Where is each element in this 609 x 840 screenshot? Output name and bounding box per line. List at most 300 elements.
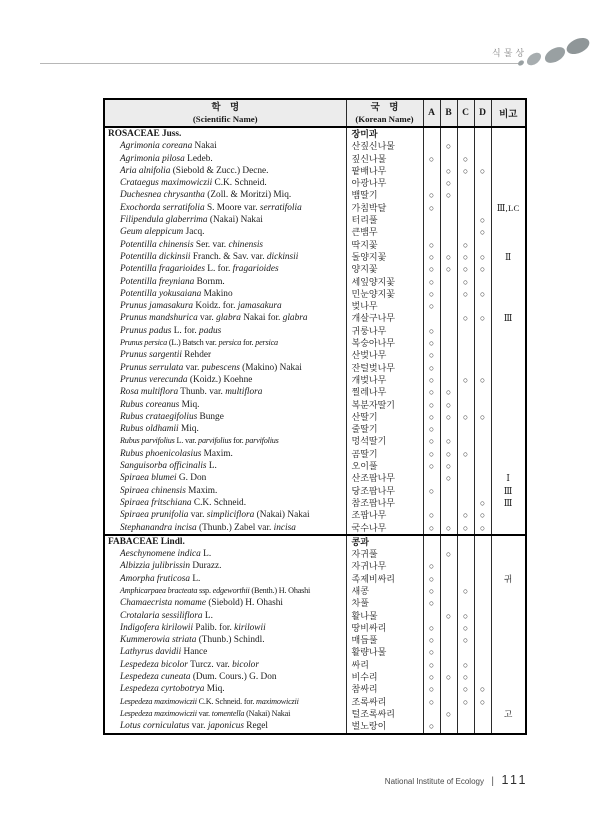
korean-name-cell: 차풀 — [346, 597, 423, 609]
presence-cell-d — [474, 646, 491, 658]
sci-name-regular: (Thunb.) Schindl. — [196, 635, 265, 646]
sci-name-italic: Stephanandra incisa — [120, 522, 197, 533]
presence-cell-d — [474, 535, 491, 548]
presence-circle: ○ — [479, 227, 486, 238]
sci-name-italic: fragarioides — [232, 264, 279, 275]
sci-name-italic: Rubus oldhamii — [120, 424, 179, 435]
sci-name-regular: var. — [196, 708, 212, 718]
presence-cell-b — [440, 189, 457, 201]
sci-name-italic: Prunus jamasakura — [120, 301, 194, 312]
presence-cell-d — [474, 239, 491, 251]
presence-circle: ○ — [445, 461, 452, 472]
presence-cell-c — [457, 276, 474, 288]
remark-cell: Ⅲ — [491, 497, 526, 509]
presence-cell-d — [474, 597, 491, 609]
presence-cell-c — [457, 696, 474, 708]
korean-name-cell: 민눈양지꽃 — [346, 288, 423, 300]
presence-cell-b — [440, 202, 457, 214]
remark-cell — [491, 610, 526, 622]
species-row — [104, 708, 526, 720]
presence-circle: ○ — [479, 215, 486, 226]
species-row — [104, 485, 526, 497]
presence-cell-c — [457, 497, 474, 509]
korean-name-cell: 짚신나물 — [346, 153, 423, 165]
presence-cell-b — [440, 177, 457, 189]
remark-cell — [491, 585, 526, 597]
presence-circle: ○ — [445, 436, 452, 447]
presence-cell-b — [440, 300, 457, 312]
presence-circle: ○ — [462, 264, 469, 275]
presence-cell-a — [423, 386, 440, 398]
sci-name-cell — [104, 659, 346, 671]
sci-name-cell — [104, 522, 346, 535]
presence-circle: ○ — [445, 141, 452, 152]
sci-name-italic: Sanguisorba officinalis — [120, 461, 207, 472]
korean-name-cell: 잔털벚나무 — [346, 362, 423, 374]
remark-cell — [491, 263, 526, 275]
sci-name-italic: Lespedeza bicolor — [120, 659, 188, 670]
presence-circle: ○ — [445, 387, 452, 398]
sci-name-italic: persica — [218, 338, 242, 348]
page-footer — [0, 771, 528, 789]
sci-name-italic: Lespedeza maximowiczii — [120, 696, 197, 706]
presence-cell-d — [474, 659, 491, 671]
species-row — [104, 696, 526, 708]
presence-cell-b — [440, 312, 457, 324]
sci-name-cell — [104, 189, 346, 201]
sci-name-regular: (Zoll. & Moritzi) Miq. — [204, 190, 292, 201]
korean-name-cell: 세잎양지꽃 — [346, 276, 423, 288]
presence-circle: ○ — [428, 411, 435, 422]
korean-name-cell: 줄딸기 — [346, 423, 423, 435]
presence-cell-d — [474, 671, 491, 683]
presence-cell-c — [457, 522, 474, 535]
presence-cell-d — [474, 288, 491, 300]
sci-name-italic: Aria alnifolia — [120, 165, 171, 176]
presence-cell-b — [440, 153, 457, 165]
sci-name-regular: ssp. — [197, 585, 213, 595]
presence-cell-a — [423, 411, 440, 423]
sci-name-italic: Indigofera kirilowii — [120, 622, 194, 633]
presence-cell-a — [423, 573, 440, 585]
remark-cell — [491, 127, 526, 140]
presence-circle: ○ — [479, 522, 486, 533]
remark-cell: 귀 — [491, 573, 526, 585]
presence-cell-c — [457, 127, 474, 140]
korean-name-cell: 활나물 — [346, 610, 423, 622]
species-row — [104, 140, 526, 152]
korean-name-cell: 복분자딸기 — [346, 399, 423, 411]
korean-name-cell: 비수리 — [346, 671, 423, 683]
korean-name-cell: 털조록싸리 — [346, 708, 423, 720]
sci-name-italic: padus — [199, 325, 222, 336]
species-row — [104, 239, 526, 251]
korean-name-cell: 땅비싸리 — [346, 622, 423, 634]
presence-cell-b — [440, 485, 457, 497]
presence-circle: ○ — [428, 684, 435, 695]
sci-name-cell — [104, 622, 346, 634]
remark-cell — [491, 153, 526, 165]
sci-name-regular: L. for. — [171, 325, 200, 336]
presence-cell-b — [440, 251, 457, 263]
presence-cell-c — [457, 202, 474, 214]
sci-name-cell — [104, 683, 346, 695]
col-header-a: A — [423, 99, 440, 127]
presence-circle: ○ — [428, 424, 435, 435]
remark-cell — [491, 522, 526, 535]
sci-name-italic: Agrimonia coreana — [120, 141, 193, 152]
sci-name-italic: Lathyrus davidii — [120, 647, 182, 658]
sci-name-cell — [104, 634, 346, 646]
remark-cell — [491, 165, 526, 177]
presence-cell-c — [457, 263, 474, 275]
presence-cell-a — [423, 226, 440, 238]
sci-name-italic: jamasakura — [237, 301, 282, 312]
sci-name-italic: Aeschynomene indica — [120, 549, 201, 560]
species-row — [104, 226, 526, 238]
presence-cell-b — [440, 497, 457, 509]
sci-name-regular: (Koidz.) Koehne — [187, 374, 253, 385]
presence-cell-a — [423, 239, 440, 251]
presence-cell-a — [423, 140, 440, 152]
sci-name-cell — [104, 349, 346, 361]
presence-cell-d — [474, 485, 491, 497]
sci-name-italic: Potentilla dickinsii — [120, 251, 191, 262]
presence-cell-d — [474, 696, 491, 708]
sci-name-italic: simpliciflora — [206, 510, 255, 521]
sci-name-italic: parvifolius — [198, 436, 232, 446]
flora-table-body — [104, 127, 526, 734]
presence-cell-c — [457, 325, 474, 337]
presence-cell-b — [440, 165, 457, 177]
presence-cell-d — [474, 189, 491, 201]
presence-circle: ○ — [428, 696, 435, 707]
presence-cell-b — [440, 585, 457, 597]
presence-circle: ○ — [462, 585, 469, 596]
presence-cell-b — [440, 720, 457, 733]
presence-cell-b — [440, 708, 457, 720]
presence-cell-c — [457, 165, 474, 177]
remark-cell — [491, 349, 526, 361]
presence-cell-d — [474, 127, 491, 140]
presence-circle: ○ — [428, 338, 435, 349]
presence-cell-a — [423, 659, 440, 671]
presence-circle: ○ — [428, 153, 435, 164]
sci-name-italic: serratifolia — [259, 202, 302, 213]
sci-name-regular: C.K. Schneid. — [212, 178, 267, 189]
sci-name-italic: Rubus parvifolius — [120, 436, 175, 446]
presence-cell-a — [423, 522, 440, 535]
presence-circle: ○ — [479, 684, 486, 695]
sci-name-regular: var. — [183, 362, 202, 373]
korean-name-cell: 곰딸기 — [346, 448, 423, 460]
species-row — [104, 585, 526, 597]
sci-name-regular: C.K. Schneid. for. — [196, 696, 257, 706]
sci-name-italic: Amorpha fruticosa — [120, 573, 190, 584]
presence-circle: ○ — [428, 190, 435, 201]
presence-circle: ○ — [428, 399, 435, 410]
presence-cell-c — [457, 460, 474, 472]
sci-name-regular: Maxim. — [185, 485, 218, 496]
presence-cell-a — [423, 485, 440, 497]
sci-name-italic: Agrimonia pilosa — [120, 153, 185, 164]
presence-cell-d — [474, 708, 491, 720]
sci-name-cell — [104, 560, 346, 572]
presence-circle: ○ — [462, 610, 469, 621]
presence-cell-c — [457, 189, 474, 201]
presence-cell-c — [457, 423, 474, 435]
remark-cell — [491, 696, 526, 708]
species-row — [104, 411, 526, 423]
species-row — [104, 560, 526, 572]
presence-cell-d — [474, 251, 491, 263]
sci-name-regular: L. — [202, 610, 213, 621]
presence-cell-b — [440, 548, 457, 560]
presence-circle: ○ — [445, 251, 452, 262]
presence-cell-d — [474, 214, 491, 226]
presence-cell-d — [474, 423, 491, 435]
presence-circle: ○ — [428, 659, 435, 670]
sci-name-italic: maximowiczii — [256, 696, 299, 706]
sci-name-regular: (Nakai) Nakai — [244, 708, 291, 718]
presence-cell-d — [474, 683, 491, 695]
presence-cell-a — [423, 560, 440, 572]
sci-name-cell — [104, 226, 346, 238]
sci-name-italic: tomentella — [211, 708, 245, 718]
presence-circle: ○ — [428, 374, 435, 385]
korean-name-cell: 참조팝나무 — [346, 497, 423, 509]
presence-cell-d — [474, 226, 491, 238]
presence-cell-b — [440, 646, 457, 658]
remark-cell — [491, 288, 526, 300]
presence-circle: ○ — [428, 510, 435, 521]
korean-name-cell: 돌양지꽃 — [346, 251, 423, 263]
presence-circle: ○ — [428, 522, 435, 533]
species-row — [104, 720, 526, 733]
header-rule — [40, 63, 522, 64]
sci-name-regular: (Nakai) Nakai — [207, 215, 263, 226]
presence-cell-a — [423, 263, 440, 275]
korean-name-cell: 조록싸리 — [346, 696, 423, 708]
presence-cell-c — [457, 448, 474, 460]
presence-cell-c — [457, 659, 474, 671]
presence-cell-c — [457, 535, 474, 548]
presence-circle: ○ — [462, 448, 469, 459]
remark-cell — [491, 362, 526, 374]
sci-name-regular: Durazz. — [190, 561, 222, 572]
presence-cell-b — [440, 573, 457, 585]
sci-name-regular: L. — [206, 461, 217, 472]
presence-cell-d — [474, 349, 491, 361]
presence-cell-a — [423, 399, 440, 411]
sci-name-regular: (Thunb.) Zabel var. — [196, 522, 274, 533]
presence-cell-a — [423, 460, 440, 472]
presence-cell-c — [457, 386, 474, 398]
presence-cell-b — [440, 127, 457, 140]
presence-circle: ○ — [479, 313, 486, 324]
presence-cell-b — [440, 288, 457, 300]
presence-circle: ○ — [428, 301, 435, 312]
sci-name-regular: Bornm. — [194, 276, 225, 287]
remark-cell — [491, 597, 526, 609]
remark-cell — [491, 460, 526, 472]
presence-cell-c — [457, 646, 474, 658]
presence-circle: ○ — [462, 522, 469, 533]
presence-cell-a — [423, 585, 440, 597]
presence-circle: ○ — [462, 239, 469, 250]
sci-name-regular: Turcz. var. — [187, 659, 233, 670]
family-name-cell: FABACEAE Lindl. — [104, 535, 346, 548]
sci-name-cell — [104, 696, 346, 708]
presence-cell-c — [457, 435, 474, 447]
korean-name-cell: 자귀풀 — [346, 548, 423, 560]
presence-circle: ○ — [428, 239, 435, 250]
presence-cell-a — [423, 374, 440, 386]
presence-cell-d — [474, 460, 491, 472]
presence-cell-a — [423, 276, 440, 288]
presence-cell-c — [457, 509, 474, 521]
remark-cell — [491, 423, 526, 435]
presence-circle: ○ — [428, 485, 435, 496]
presence-cell-d — [474, 560, 491, 572]
sci-name-italic: Rosa multiflora — [120, 387, 179, 398]
presence-cell-d — [474, 337, 491, 349]
species-row — [104, 374, 526, 386]
presence-cell-a — [423, 509, 440, 521]
presence-cell-a — [423, 177, 440, 189]
remark-cell: Ⅱ — [491, 251, 526, 263]
presence-cell-c — [457, 634, 474, 646]
family-korean-cell: 콩과 — [346, 535, 423, 548]
footer-organization: National Institute of Ecology — [384, 777, 484, 786]
korean-name-cell: 개살구나무 — [346, 312, 423, 324]
presence-cell-a — [423, 622, 440, 634]
presence-cell-d — [474, 140, 491, 152]
col-header-b: B — [440, 99, 457, 127]
remark-cell — [491, 189, 526, 201]
korean-name-cell: 자귀나무 — [346, 560, 423, 572]
presence-cell-c — [457, 671, 474, 683]
sci-name-regular: (Makino) Nakai — [239, 362, 302, 373]
sci-name-italic: Prunus verecunda — [120, 374, 188, 385]
species-row — [104, 448, 526, 460]
sci-name-italic: Kummerowia striata — [120, 635, 197, 646]
sci-name-italic: Duchesnea chrysantha — [120, 190, 205, 201]
sci-name-cell — [104, 423, 346, 435]
presence-cell-c — [457, 337, 474, 349]
presence-cell-d — [474, 497, 491, 509]
presence-cell-d — [474, 165, 491, 177]
presence-cell-c — [457, 251, 474, 263]
species-row — [104, 337, 526, 349]
presence-circle: ○ — [462, 411, 469, 422]
species-row — [104, 263, 526, 275]
presence-cell-c — [457, 362, 474, 374]
species-row — [104, 312, 526, 324]
sci-name-cell — [104, 411, 346, 423]
sci-name-italic: pubescens — [201, 362, 240, 373]
presence-cell-a — [423, 251, 440, 263]
sci-name-cell — [104, 610, 346, 622]
remark-cell — [491, 325, 526, 337]
presence-cell-b — [440, 622, 457, 634]
sci-name-italic: dickinsii — [266, 251, 299, 262]
sci-name-regular: (L.) Batsch var. — [167, 338, 219, 348]
presence-cell-b — [440, 239, 457, 251]
sci-name-italic: Rubus crataegifolius — [120, 411, 198, 422]
presence-cell-b — [440, 696, 457, 708]
presence-cell-d — [474, 263, 491, 275]
remark-cell — [491, 622, 526, 634]
presence-cell-a — [423, 535, 440, 548]
presence-cell-d — [474, 622, 491, 634]
sci-name-regular: Ledeb. — [184, 153, 213, 164]
presence-circle: ○ — [445, 264, 452, 275]
table-header-row — [104, 99, 526, 127]
presence-circle: ○ — [428, 622, 435, 633]
species-row — [104, 202, 526, 214]
sci-name-cell — [104, 671, 346, 683]
sci-name-italic: Geum aleppicum — [120, 227, 184, 238]
sci-name-regular: Bunge — [197, 411, 224, 422]
presence-cell-d — [474, 177, 491, 189]
sci-name-regular: (Benth.) H. Ohashi — [249, 585, 311, 595]
presence-cell-a — [423, 448, 440, 460]
presence-cell-a — [423, 646, 440, 658]
presence-cell-c — [457, 585, 474, 597]
presence-cell-b — [440, 226, 457, 238]
korean-name-cell: 산벚나무 — [346, 349, 423, 361]
presence-cell-c — [457, 683, 474, 695]
korean-name-cell: 벚나무 — [346, 300, 423, 312]
presence-cell-a — [423, 696, 440, 708]
species-row — [104, 251, 526, 263]
presence-circle: ○ — [445, 190, 452, 201]
sci-name-italic: Lespedeza maximowiczii — [120, 708, 197, 718]
presence-cell-d — [474, 386, 491, 398]
presence-circle: ○ — [445, 165, 452, 176]
korean-name-cell: 양지꽃 — [346, 263, 423, 275]
korean-name-cell: 조팝나무 — [346, 509, 423, 521]
presence-circle: ○ — [445, 610, 452, 621]
presence-cell-a — [423, 362, 440, 374]
sci-name-italic: glabra — [282, 313, 308, 324]
sci-name-regular: for. — [241, 338, 256, 348]
presence-cell-a — [423, 497, 440, 509]
presence-cell-c — [457, 708, 474, 720]
remark-cell — [491, 239, 526, 251]
species-row — [104, 189, 526, 201]
presence-cell-d — [474, 448, 491, 460]
korean-name-cell: 참싸리 — [346, 683, 423, 695]
presence-circle: ○ — [462, 696, 469, 707]
sci-name-italic: Rubus coreanus — [120, 399, 180, 410]
sci-name-cell — [104, 202, 346, 214]
presence-circle: ○ — [479, 411, 486, 422]
species-row — [104, 659, 526, 671]
remark-cell — [491, 386, 526, 398]
sci-name-regular: Jacq. — [183, 227, 205, 238]
presence-cell-b — [440, 560, 457, 572]
presence-circle: ○ — [445, 522, 452, 533]
presence-cell-c — [457, 300, 474, 312]
species-row — [104, 165, 526, 177]
sci-name-regular: Regel — [243, 721, 268, 732]
sci-name-italic: kirilowii — [234, 622, 266, 633]
presence-cell-b — [440, 423, 457, 435]
sci-name-italic: parvifolius — [245, 436, 279, 446]
remark-cell: Ⅲ — [491, 485, 526, 497]
